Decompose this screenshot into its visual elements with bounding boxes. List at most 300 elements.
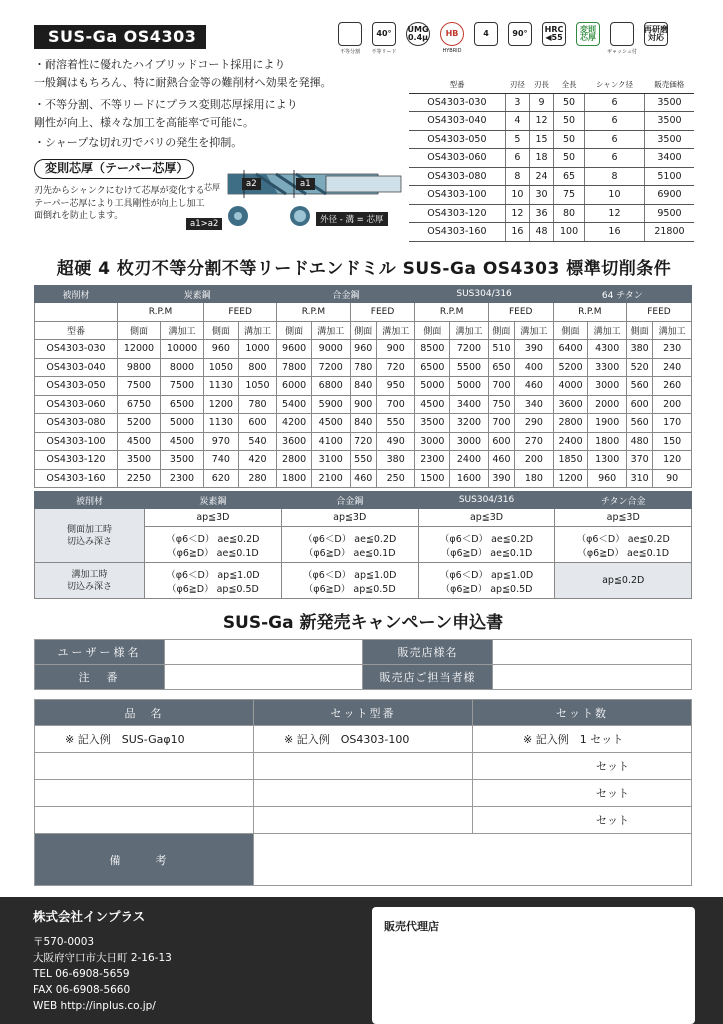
size-table-header: 販売価格 <box>644 77 694 93</box>
angle-90-icon <box>506 22 534 64</box>
cut-value-cell: 2800 <box>553 414 588 433</box>
cut-value-cell: 3100 <box>311 451 350 470</box>
set-model-field[interactable] <box>254 807 473 834</box>
cut-value-cell: 250 <box>376 469 415 488</box>
core-text-line: 面倒れを防止します。 <box>34 211 124 221</box>
size-table-cell: 8 <box>505 167 529 186</box>
set-unit: セット <box>596 814 629 827</box>
cut-value-cell: 4500 <box>311 414 350 433</box>
model-cell: OS4303-040 <box>35 358 118 377</box>
website-link[interactable]: WEB http://inplus.co.jp/ <box>33 1000 156 1012</box>
cut-value-cell: 600 <box>488 432 514 451</box>
model-cell: OS4303-120 <box>35 451 118 470</box>
size-table-cell: 9 <box>529 93 553 112</box>
cutting-conditions-heading: 超硬 4 枚刃不等分割不等リードエンドミル SUS-Ga OS4303 標準切削条件 <box>56 259 672 279</box>
cut-value-cell: 950 <box>376 377 415 396</box>
size-table-cell: 12 <box>529 112 553 131</box>
size-table-row <box>409 93 694 112</box>
size-table-cell: 10 <box>505 186 529 205</box>
hb-hybrid-icon-caption: HYBRID <box>442 48 462 54</box>
gash-icon <box>608 22 636 64</box>
set-count-column-header: セット数 <box>473 700 692 726</box>
order-number-label: 注 番 <box>35 665 165 690</box>
cut-value-cell: 6400 <box>553 340 588 359</box>
cut-value-cell: 390 <box>488 469 514 488</box>
dealer-label: 販売代理店 <box>384 920 439 933</box>
cut-value-cell: 2400 <box>450 451 489 470</box>
depth-material: 炭素鋼 <box>145 492 282 509</box>
variable-core-icon-box: 変則 芯厚 <box>576 22 600 46</box>
cut-value-cell: 620 <box>204 469 239 488</box>
size-table-cell: OS4303-060 <box>409 149 505 168</box>
cut-value-cell: 700 <box>376 395 415 414</box>
cut-value-cell: 3600 <box>553 395 588 414</box>
cut-value-cell: 7200 <box>450 340 489 359</box>
side-ae-cell <box>555 527 692 563</box>
product-field[interactable] <box>35 807 254 834</box>
cut-value-cell: 1800 <box>588 432 627 451</box>
cut-value-cell: 1200 <box>204 395 239 414</box>
cut-value-cell: 270 <box>515 432 554 451</box>
size-table-row <box>409 130 694 149</box>
size-table-cell: OS4303-050 <box>409 130 505 149</box>
size-table-cell: 6 <box>584 130 644 149</box>
unequal-lead-icon <box>370 22 398 64</box>
cut-value-cell: 490 <box>376 432 415 451</box>
side-header: 側面 <box>277 321 312 340</box>
cut-value-cell: 280 <box>238 469 277 488</box>
size-table-cell: 75 <box>554 186 585 205</box>
feed-header: FEED <box>488 303 553 322</box>
side-depth-label <box>35 509 145 563</box>
size-table-cell: 21800 <box>644 223 694 242</box>
size-table-cell: 10 <box>584 186 644 205</box>
size-table-cell: 3500 <box>644 130 694 149</box>
side-ae-cell <box>418 527 555 563</box>
groove-ap-cell <box>281 563 418 599</box>
groove-depth-label-line: 切込み深さ <box>66 581 112 592</box>
side-header: 側面 <box>117 321 160 340</box>
core-text-line: 刃先からシャンクにむけて芯厚が変化する <box>34 186 205 196</box>
cut-value-cell: 5000 <box>415 377 450 396</box>
unequal-flute-icon <box>336 22 364 64</box>
size-table-header: シャンク径 <box>584 77 644 93</box>
cut-value-cell: 370 <box>626 451 652 470</box>
cut-value-cell: 840 <box>350 377 376 396</box>
cut-value-cell: 3400 <box>450 395 489 414</box>
cut-value-cell: 7800 <box>277 358 312 377</box>
cut-value-cell: 1000 <box>238 340 277 359</box>
depth-materials-label: 被削材 <box>35 492 145 509</box>
size-table-cell: 6 <box>584 93 644 112</box>
cut-value-cell: 3200 <box>450 414 489 433</box>
formula-label: 外径 - 溝 = 芯厚 <box>316 212 388 226</box>
depth-ap: ap≦3D <box>145 509 282 527</box>
depth-ap: ap≦3D <box>555 509 692 527</box>
address: 大阪府守口市大日町 2-16-13 <box>33 952 172 964</box>
feature-bullet: ・耐溶着性に優れたハイブリッドコート採用により <box>34 58 286 71</box>
unequal-lead-icon-caption: 不等リード <box>371 49 397 55</box>
cut-value-cell: 2800 <box>277 451 312 470</box>
cut-value-cell: 380 <box>376 451 415 470</box>
campaign-customer-table <box>34 639 692 690</box>
cut-material-header: 64 チタン <box>553 286 691 303</box>
cut-value-cell: 260 <box>653 377 692 396</box>
company-name: 株式会社インプラス <box>33 909 146 924</box>
order-number-field[interactable] <box>165 665 363 690</box>
side-header: 側面 <box>626 321 652 340</box>
cut-value-cell: 720 <box>350 432 376 451</box>
cut-value-cell: 480 <box>626 432 652 451</box>
cut-value-cell: 8500 <box>415 340 450 359</box>
groove-header: 溝加工 <box>311 321 350 340</box>
cut-value-cell: 2100 <box>311 469 350 488</box>
campaign-form-title: SUS-Ga 新発売キャンペーン申込書 <box>222 613 504 633</box>
size-table-cell: 50 <box>554 130 585 149</box>
cut-value-cell: 600 <box>626 395 652 414</box>
set-unit: セット <box>596 787 629 800</box>
feed-header: FEED <box>350 303 415 322</box>
size-table-cell: 6900 <box>644 186 694 205</box>
cut-material-header: SUS304/316 <box>415 286 553 303</box>
cut-value-cell: 840 <box>350 414 376 433</box>
side-header: 側面 <box>350 321 376 340</box>
compare-label: a1>a2 <box>186 218 222 230</box>
size-table-cell: OS4303-080 <box>409 167 505 186</box>
shop-person-label: 販売店ご担当者様 <box>363 665 493 690</box>
cut-value-cell: 170 <box>653 414 692 433</box>
cut-value-cell: 200 <box>515 451 554 470</box>
cut-value-cell: 8000 <box>161 358 204 377</box>
side-ae-cell <box>145 527 282 563</box>
cut-value-cell: 5000 <box>450 377 489 396</box>
size-table-cell: 6 <box>584 112 644 131</box>
cut-value-cell: 3500 <box>117 451 160 470</box>
angle-90-icon-box: 90° <box>508 22 532 46</box>
size-table-cell: 5 <box>505 130 529 149</box>
cut-value-cell: 510 <box>488 340 514 359</box>
example-product: ※ 記入例 SUS-Gaφ10 <box>35 726 254 753</box>
cut-value-cell: 720 <box>376 358 415 377</box>
feature-bullet: ・シャープな切れ刃でバリの発生を抑制。 <box>34 136 243 149</box>
cut-value-cell: 3500 <box>415 414 450 433</box>
cut-value-cell: 460 <box>515 377 554 396</box>
size-table-cell: 80 <box>554 204 585 223</box>
side-header: 側面 <box>553 321 588 340</box>
depth-ap: ap≦3D <box>418 509 555 527</box>
shop-name-field[interactable] <box>493 640 692 665</box>
side-header: 側面 <box>204 321 239 340</box>
ae-small: （φ6＜D） ae≦0.2D <box>576 533 670 545</box>
product-field[interactable] <box>35 753 254 780</box>
remarks-label: 備 考 <box>35 834 254 886</box>
cut-value-cell: 9600 <box>277 340 312 359</box>
cut-value-cell: 3500 <box>161 451 204 470</box>
cut-value-cell: 550 <box>376 414 415 433</box>
cut-value-cell: 1050 <box>204 358 239 377</box>
cut-value-cell: 3000 <box>588 377 627 396</box>
cut-value-cell: 9800 <box>117 358 160 377</box>
ae-small: （φ6＜D） ae≦0.2D <box>303 533 397 545</box>
cut-table-row <box>35 395 692 414</box>
cut-value-cell: 700 <box>488 414 514 433</box>
cut-value-cell: 6500 <box>161 395 204 414</box>
size-table-cell: OS4303-160 <box>409 223 505 242</box>
user-name-field[interactable] <box>165 640 363 665</box>
cut-value-cell: 5400 <box>277 395 312 414</box>
cut-value-cell: 800 <box>238 358 277 377</box>
set-count-field[interactable] <box>473 753 692 780</box>
depth-material: SUS304/316 <box>418 492 555 509</box>
cut-value-cell: 970 <box>204 432 239 451</box>
size-table-header: 型番 <box>409 77 505 93</box>
hb-hybrid-icon-box: HB <box>440 22 464 46</box>
cut-value-cell: 4300 <box>588 340 627 359</box>
ap-small: （φ6＜D） ap≦1.0D <box>439 569 534 581</box>
remarks-field[interactable] <box>254 834 692 886</box>
size-table-cell: 50 <box>554 112 585 131</box>
side-depth-label-line: 側面加工時 <box>66 524 112 535</box>
size-table-cell: 16 <box>505 223 529 242</box>
rpm-header: R.P.M <box>277 303 350 322</box>
core-thickness-title: 変則芯厚（テーパー芯厚） <box>34 159 194 179</box>
cut-value-cell: 4100 <box>311 432 350 451</box>
cut-value-cell: 290 <box>515 414 554 433</box>
side-header: 側面 <box>488 321 514 340</box>
size-table-cell: 5100 <box>644 167 694 186</box>
cut-value-cell: 740 <box>204 451 239 470</box>
product-field[interactable] <box>35 780 254 807</box>
ae-large: （φ6≧D） ae≦0.1D <box>167 547 259 559</box>
size-table-cell: OS4303-030 <box>409 93 505 112</box>
cut-value-cell: 420 <box>238 451 277 470</box>
cut-value-cell: 5200 <box>117 414 160 433</box>
cut-value-cell: 2250 <box>117 469 160 488</box>
size-table-cell: 6 <box>505 149 529 168</box>
cut-materials-label: 被削材 <box>35 286 118 303</box>
umg-icon <box>404 22 432 64</box>
model-cell: OS4303-100 <box>35 432 118 451</box>
side-header: 側面 <box>415 321 450 340</box>
flute-count-icon <box>472 22 500 64</box>
cut-value-cell: 4500 <box>117 432 160 451</box>
cut-value-cell: 550 <box>350 451 376 470</box>
size-table-cell: 6 <box>584 149 644 168</box>
cut-value-cell: 380 <box>626 340 652 359</box>
fax: FAX 06-6908-5660 <box>33 984 131 996</box>
cut-value-cell: 9000 <box>311 340 350 359</box>
core-text-line: テーパー芯厚により工具剛性が向上し加工 <box>34 198 205 209</box>
feature-bullet: 剛性が向上、様々な加工を高能率で可能に。 <box>34 116 254 129</box>
cut-value-cell: 960 <box>588 469 627 488</box>
side-ae-cell <box>281 527 418 563</box>
regrind-icon <box>642 22 670 64</box>
size-table-row <box>409 167 694 186</box>
titan-groove-ap-cell: ap≦0.2D <box>555 563 692 599</box>
cut-value-cell: 4200 <box>277 414 312 433</box>
cut-value-cell: 7500 <box>117 377 160 396</box>
size-table-cell: 24 <box>529 167 553 186</box>
size-table-cell: 100 <box>554 223 585 242</box>
umg-icon-box: UMG 0.4μ <box>406 22 430 46</box>
size-table-cell: OS4303-100 <box>409 186 505 205</box>
cut-value-cell: 310 <box>626 469 652 488</box>
cut-value-cell: 700 <box>488 377 514 396</box>
cut-value-cell: 3300 <box>588 358 627 377</box>
cut-value-cell: 560 <box>626 377 652 396</box>
depth-material: 合金鋼 <box>281 492 418 509</box>
size-table-row <box>409 149 694 168</box>
example-set-model: ※ 記入例 OS4303-100 <box>254 726 473 753</box>
feed-header: FEED <box>626 303 691 322</box>
cut-value-cell: 5200 <box>553 358 588 377</box>
size-table-cell: 3500 <box>644 93 694 112</box>
cut-value-cell: 780 <box>350 358 376 377</box>
side-depth-label-line: 切込み深さ <box>66 536 112 547</box>
variable-core-icon <box>574 22 602 64</box>
size-table-cell: 50 <box>554 149 585 168</box>
rpm-header: R.P.M <box>415 303 488 322</box>
size-table-header: 刃径 <box>505 77 529 93</box>
cut-value-cell: 960 <box>350 340 376 359</box>
cut-value-cell: 1130 <box>204 414 239 433</box>
cut-value-cell: 900 <box>376 340 415 359</box>
feature-bullet: 一般鋼はもちろん、特に耐熱合金等の難削材へ効果を発揮。 <box>34 76 332 89</box>
groove-header: 溝加工 <box>588 321 627 340</box>
unequal-flute-icon-caption: 不等分割 <box>339 49 360 55</box>
ap-large: （φ6≧D） ap≦0.5D <box>166 583 259 595</box>
size-table-cell: 9500 <box>644 204 694 223</box>
cut-value-cell: 240 <box>653 358 692 377</box>
size-table-cell: 3500 <box>644 112 694 131</box>
cut-value-cell: 1130 <box>204 377 239 396</box>
hrc-icon-box: HRC ◀55 <box>542 22 566 46</box>
size-table-cell: 3 <box>505 93 529 112</box>
size-table-row <box>409 204 694 223</box>
a2-label: a2 <box>242 178 261 190</box>
cut-table-row <box>35 414 692 433</box>
size-table-row <box>409 186 694 205</box>
unequal-flute-icon-box <box>338 22 362 46</box>
cut-blank-cell <box>35 303 118 322</box>
shop-name-label: 販売店様名 <box>363 640 493 665</box>
cut-value-cell: 5500 <box>450 358 489 377</box>
cut-table-row <box>35 358 692 377</box>
ae-small: （φ6＜D） ae≦0.2D <box>166 533 260 545</box>
ap-small: （φ6＜D） ap≦1.0D <box>303 569 397 581</box>
size-table-cell: OS4303-040 <box>409 112 505 131</box>
cut-value-cell: 650 <box>488 358 514 377</box>
size-table-cell: OS4303-120 <box>409 204 505 223</box>
cut-value-cell: 340 <box>515 395 554 414</box>
cut-value-cell: 230 <box>653 340 692 359</box>
groove-header: 溝加工 <box>653 321 692 340</box>
postal-code: 〒570-0003 <box>33 936 95 948</box>
cut-value-cell: 6000 <box>277 377 312 396</box>
model-header: 型番 <box>35 321 118 340</box>
cut-value-cell: 1800 <box>277 469 312 488</box>
cut-value-cell: 960 <box>204 340 239 359</box>
size-table-header: 全長 <box>554 77 585 93</box>
ae-large: （φ6≧D） ae≦0.1D <box>303 547 396 559</box>
gash-icon-caption: ギャッシュ付 <box>607 49 637 55</box>
cut-value-cell: 10000 <box>161 340 204 359</box>
groove-header: 溝加工 <box>515 321 554 340</box>
cut-value-cell: 150 <box>653 432 692 451</box>
cut-value-cell: 7200 <box>311 358 350 377</box>
ap-large: （φ6≧D） ap≦0.5D <box>303 583 396 595</box>
gash-icon-box <box>610 22 634 46</box>
cut-value-cell: 90 <box>653 469 692 488</box>
cut-value-cell: 900 <box>350 395 376 414</box>
set-count-field[interactable] <box>473 807 692 834</box>
cut-value-cell: 780 <box>238 395 277 414</box>
model-cell: OS4303-030 <box>35 340 118 359</box>
set-model-column-header: セット型番 <box>254 700 473 726</box>
depth-material: チタン合金 <box>555 492 692 509</box>
cut-value-cell: 6500 <box>415 358 450 377</box>
rpm-header: R.P.M <box>553 303 626 322</box>
size-table-cell: 48 <box>529 223 553 242</box>
cut-value-cell: 2400 <box>553 432 588 451</box>
ae-large: （φ6≧D） ae≦0.1D <box>577 547 670 559</box>
cut-table-row <box>35 377 692 396</box>
cut-value-cell: 400 <box>515 358 554 377</box>
feature-bullet: ・不等分割、不等リードにプラス変則芯厚採用により <box>34 98 298 111</box>
cut-table-row <box>35 451 692 470</box>
cut-value-cell: 460 <box>350 469 376 488</box>
ae-large: （φ6≧D） ae≦0.1D <box>440 547 533 559</box>
groove-depth-label <box>35 563 145 599</box>
cut-value-cell: 120 <box>653 451 692 470</box>
cut-value-cell: 200 <box>653 395 692 414</box>
size-table-row <box>409 223 694 242</box>
cut-value-cell: 1200 <box>553 469 588 488</box>
groove-ap-cell <box>418 563 555 599</box>
cut-value-cell: 12000 <box>117 340 160 359</box>
shop-person-field[interactable] <box>493 665 692 690</box>
cut-value-cell: 1300 <box>588 451 627 470</box>
hrc-icon <box>540 22 568 64</box>
ae-small: （φ6＜D） ae≦0.2D <box>439 533 534 545</box>
set-model-field[interactable] <box>254 780 473 807</box>
cut-value-cell: 3600 <box>277 432 312 451</box>
ap-large: （φ6≧D） ap≦0.5D <box>440 583 533 595</box>
cut-value-cell: 7500 <box>161 377 204 396</box>
cut-value-cell: 390 <box>515 340 554 359</box>
cutting-depth-table <box>34 491 692 599</box>
size-price-table <box>409 77 694 242</box>
model-cell: OS4303-080 <box>35 414 118 433</box>
core-thickness-description <box>34 185 214 223</box>
set-count-field[interactable] <box>473 780 692 807</box>
user-name-label: ユーザー様名 <box>35 640 165 665</box>
size-table-row <box>409 112 694 131</box>
cut-value-cell: 4000 <box>553 377 588 396</box>
groove-header: 溝加工 <box>450 321 489 340</box>
cut-value-cell: 3000 <box>450 432 489 451</box>
model-cell: OS4303-050 <box>35 377 118 396</box>
cut-value-cell: 750 <box>488 395 514 414</box>
cut-material-header: 合金鋼 <box>277 286 415 303</box>
set-model-field[interactable] <box>254 753 473 780</box>
size-table-cell: 4 <box>505 112 529 131</box>
size-table-cell: 18 <box>529 149 553 168</box>
cut-value-cell: 1600 <box>450 469 489 488</box>
cut-value-cell: 2000 <box>588 395 627 414</box>
cut-value-cell: 1900 <box>588 414 627 433</box>
unequal-lead-icon-box: 40° <box>372 22 396 46</box>
